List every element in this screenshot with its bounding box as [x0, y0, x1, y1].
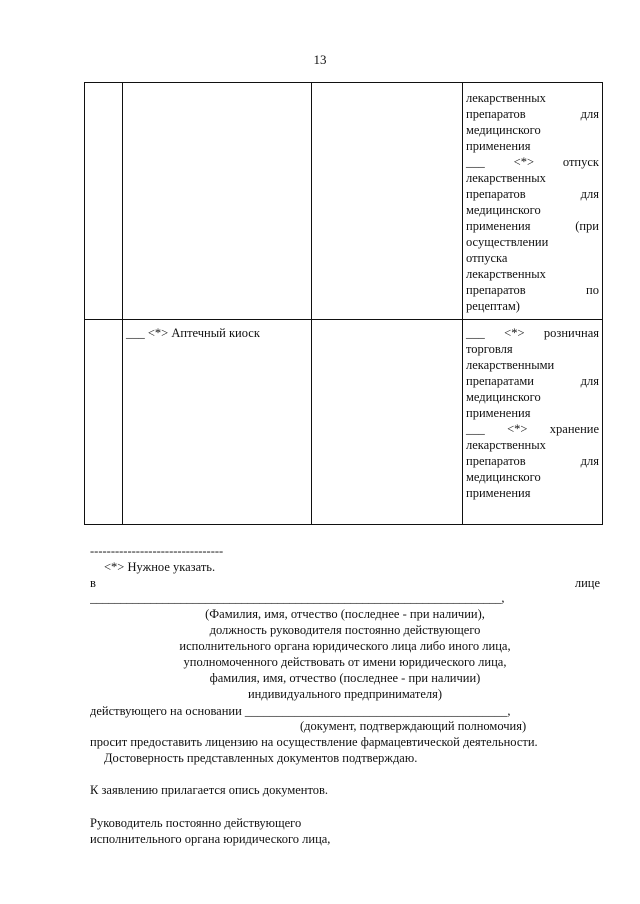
- cell-text-line: лекарственных: [466, 438, 546, 452]
- cell-text-line: ___ <*> розничная: [466, 326, 599, 340]
- cell-text-line: препаратов по: [466, 283, 599, 297]
- cell-text-line: осуществлении: [466, 235, 549, 249]
- table-row: [85, 83, 603, 320]
- cell-text-line: препаратов для: [466, 107, 599, 121]
- cell-text-line: применения: [466, 486, 531, 500]
- cell-text-line: лекарственных: [466, 171, 546, 185]
- caption-line: индивидуального предпринимателя): [247, 687, 443, 701]
- table-cell-works: [463, 83, 603, 320]
- cell-text-line: применения (при: [466, 219, 599, 233]
- footnote-note: <*> Нужное указать.: [104, 560, 216, 574]
- caption-line: должность руководителя постоянно действующего: [209, 623, 481, 637]
- cell-text-line: ___ <*> отпуск: [466, 155, 599, 169]
- applicant-blank-line: ____________________________________________________________________,: [90, 591, 505, 605]
- cell-text-line: отпуска: [466, 251, 508, 265]
- applicant-line: [90, 575, 600, 591]
- table-cell-object: ___ <*> Аптечный киоск: [123, 320, 312, 525]
- request-paragraph: просит предоставить лицензию на осуществление фармацевтической деятельности.: [90, 735, 538, 749]
- cell-text-line: лекарственных: [466, 91, 546, 105]
- footnote-separator: --------------------------------: [90, 544, 224, 558]
- cell-text-line: медицинского: [466, 390, 541, 404]
- cell-text-line: медицинского: [466, 123, 541, 137]
- applicant-caption: [90, 606, 600, 702]
- cell-text-line: медицинского: [466, 203, 541, 217]
- cell-text-line: торговля: [466, 342, 513, 356]
- table-cell-object: [123, 83, 312, 320]
- table-cell-number: [85, 320, 123, 525]
- table-cell-address: [312, 320, 463, 525]
- caption-line: уполномоченного действовать от имени юридического лица,: [183, 655, 507, 669]
- table-cell-number: [85, 83, 123, 320]
- attachment-paragraph: К заявлению прилагается опись документов.: [90, 783, 329, 797]
- applicant-line-start: в: [90, 576, 96, 590]
- cell-text-line: рецептам): [466, 299, 520, 313]
- cell-text-line: препаратов для: [466, 187, 599, 201]
- caption-line: фамилия, имя, отчество (последнее - при наличии): [209, 671, 481, 685]
- caption-line: исполнительного органа юридического лица либо иного лица,: [179, 639, 511, 653]
- signer-line-2: исполнительного органа юридического лица,: [90, 832, 331, 846]
- signer-line-1: Руководитель постоянно действующего: [90, 816, 302, 830]
- confirm-paragraph: Достоверность представленных документов подтверждаю.: [104, 751, 418, 765]
- cell-text-line: медицинского: [466, 470, 541, 484]
- caption-line: (Фамилия, имя, отчество (последнее - при наличии),: [205, 607, 485, 621]
- cell-text-line: лекарственными: [466, 358, 555, 372]
- cell-text-line: препаратов для: [466, 454, 599, 468]
- cell-text-line: применения: [466, 406, 531, 420]
- cell-text-line: препаратами для: [466, 374, 599, 388]
- license-activity-table: [84, 82, 603, 525]
- cell-text-line: ___ <*> хранение: [466, 422, 599, 436]
- applicant-line-end: лице: [574, 576, 600, 590]
- cell-text-line: применения: [466, 139, 531, 153]
- table-cell-address: [312, 83, 463, 320]
- basis-caption: (документ, подтверждающий полномочия): [300, 719, 527, 733]
- table-row: [85, 320, 603, 525]
- table-cell-works: [463, 320, 603, 525]
- basis-line: действующего на основании __________________________________________,: [90, 704, 511, 718]
- page-number: 13: [313, 52, 327, 67]
- cell-text-line: лекарственных: [466, 267, 546, 281]
